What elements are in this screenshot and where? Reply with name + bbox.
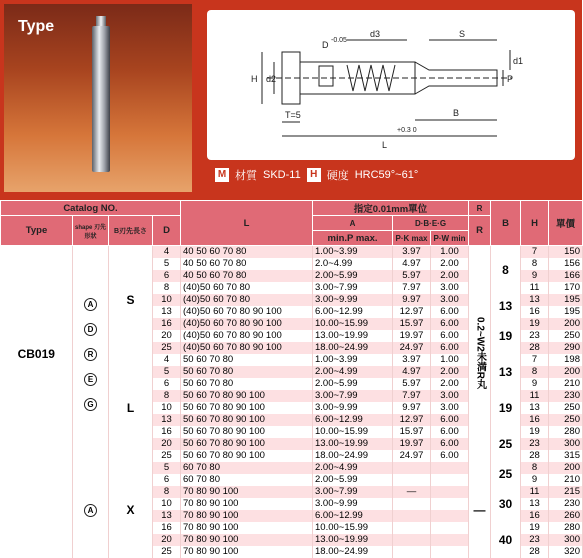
cell-price: 300 [549,438,583,450]
cell-pw [431,510,469,522]
cell-pw: 3.00 [431,282,469,294]
cell-h: 8 [521,462,549,474]
cell-p: 18.00~24.99 [313,546,393,558]
cell-d: 4 [153,354,181,366]
cell-p: 2.00~4.99 [313,366,393,378]
header-min-p: min.P max. [313,231,393,246]
table-body [1,246,583,558]
cell-l: 40 50 60 70 80 [181,246,313,259]
cell-price: 290 [549,342,583,354]
cell-p: 3.00~7.99 [313,390,393,402]
cell-pk: 9.97 [393,402,431,414]
cell-pw [431,534,469,546]
cell-price: 170 [549,282,583,294]
cell-h: 23 [521,438,549,450]
type-cell-empty [1,462,73,558]
cell-d: 16 [153,318,181,330]
cell-price: 300 [549,534,583,546]
cell-price: 280 [549,522,583,534]
cell-l: (40)50 60 70 80 90 100 [181,318,313,330]
cell-h: 23 [521,534,549,546]
cell-pk: 19.97 [393,330,431,342]
cell-p: 3.00~9.99 [313,498,393,510]
cell-pk: — [393,486,431,498]
shape-circle: E [84,373,97,386]
cell-pw [431,462,469,474]
cell-price: 230 [549,498,583,510]
header-pw: P·W min [431,231,469,246]
cell-pw: 6.00 [431,414,469,426]
cell-p: 2.00~5.99 [313,378,393,390]
cell-pk [393,534,431,546]
cell-pk: 9.97 [393,294,431,306]
cell-price: 200 [549,318,583,330]
cell-h: 13 [521,294,549,306]
b-shape-cell: L [109,354,153,462]
cell-h: 16 [521,306,549,318]
cell-h: 11 [521,282,549,294]
cell-l: 60 70 80 [181,474,313,486]
header-banner [0,0,582,200]
r-note-cell-empty: — [469,462,491,558]
cell-h: 23 [521,330,549,342]
cell-pk: 4.97 [393,258,431,270]
header-spec-unit: 指定0.01mm單位 [313,201,469,216]
cell-price: 166 [549,270,583,282]
header-r: R [469,216,491,246]
type-label: Type [18,18,54,36]
header-b: B [491,201,521,246]
cell-p: 10.00~15.99 [313,318,393,330]
cell-l: 50 60 70 80 90 100 [181,438,313,450]
h-box: H [307,168,321,182]
cell-p: 2.0~4.99 [313,258,393,270]
label-l-tol: +0.3 0 [397,127,417,134]
cell-p: 2.00~5.99 [313,474,393,486]
cell-h: 8 [521,258,549,270]
cell-d: 13 [153,414,181,426]
cell-h: 11 [521,486,549,498]
cell-p: 2.00~4.99 [313,462,393,474]
cell-p: 3.00~7.99 [313,282,393,294]
cell-pk: 7.97 [393,390,431,402]
header-h: H [521,201,549,246]
cell-h: 7 [521,246,549,259]
cell-pw: 6.00 [431,330,469,342]
cell-p: 3.00~9.99 [313,294,393,306]
shape-circle: A [84,298,97,311]
cell-pk: 12.97 [393,306,431,318]
cell-p: 13.00~19.99 [313,330,393,342]
cell-pw: 3.00 [431,402,469,414]
label-d: D [322,40,329,50]
cell-pw: 6.00 [431,342,469,354]
cell-price: 215 [549,486,583,498]
cell-pw: 2.00 [431,258,469,270]
table-row [1,246,583,259]
cell-pk: 5.97 [393,270,431,282]
cell-d: 10 [153,294,181,306]
cell-l: 70 80 90 100 [181,546,313,558]
shape-cell-2 [73,462,109,558]
label-s: S [459,29,465,39]
shape-cell-1 [73,246,109,463]
label-d-tol: -0.05 [331,37,347,44]
cell-d: 10 [153,498,181,510]
header-type: Type [1,216,73,246]
material-label: 材質 [235,167,257,183]
cell-h: 28 [521,342,549,354]
cell-p: 3.00~7.99 [313,486,393,498]
cell-d: 16 [153,426,181,438]
cell-p: 10.00~15.99 [313,426,393,438]
cell-pk [393,474,431,486]
cell-h: 16 [521,414,549,426]
inner-slot [319,66,333,86]
cell-p: 13.00~19.99 [313,438,393,450]
cell-l: 40 50 60 70 80 [181,258,313,270]
cell-pw: 3.00 [431,294,469,306]
cell-d: 6 [153,474,181,486]
catalog-table-wrap [0,200,582,524]
label-h: H [251,74,258,84]
cell-p: 13.00~19.99 [313,534,393,546]
cell-l: 50 60 70 80 90 100 [181,414,313,426]
cell-l: 50 60 70 80 [181,378,313,390]
cell-l: 50 60 70 80 90 100 [181,426,313,438]
cell-pk [393,510,431,522]
cell-l: (40)50 60 70 80 [181,294,313,306]
header-catalog: Catalog NO. [1,201,181,216]
cell-pw: 3.00 [431,390,469,402]
header-l: L [181,201,313,246]
cell-pk: 24.97 [393,342,431,354]
cell-price: 250 [549,402,583,414]
cell-pk [393,522,431,534]
header-a-circ: A [313,216,393,231]
cell-l: (40)50 60 70 80 90 100 [181,306,313,318]
cell-pk: 7.97 [393,282,431,294]
cell-p: 1.00~3.99 [313,246,393,259]
cell-l: 50 60 70 80 90 100 [181,450,313,462]
cell-p: 1.00~3.99 [313,354,393,366]
header-b-shape: B刃先長さ [109,216,153,246]
cell-d: 13 [153,306,181,318]
cell-h: 9 [521,378,549,390]
header-shape: shape 刃先形狀 [73,216,109,246]
spec-line [215,167,418,183]
cell-h: 7 [521,354,549,366]
cell-h: 13 [521,402,549,414]
cell-b: 13 [491,294,521,318]
product-photo [4,4,192,192]
cell-d: 6 [153,270,181,282]
cell-pk: 12.97 [393,414,431,426]
cell-price: 200 [549,366,583,378]
cell-l: 70 80 90 100 [181,498,313,510]
cell-l: (40)50 60 70 80 [181,282,313,294]
cell-price: 320 [549,546,583,558]
cell-l: 70 80 90 100 [181,510,313,522]
cell-price: 210 [549,474,583,486]
cell-d: 25 [153,342,181,354]
cell-d: 8 [153,486,181,498]
cell-pw: 2.00 [431,366,469,378]
cell-pk: 3.97 [393,354,431,366]
cell-pk [393,498,431,510]
cell-h: 16 [521,510,549,522]
cell-d: 20 [153,438,181,450]
cell-d: 20 [153,330,181,342]
drawing-svg [207,10,575,160]
cell-price: 230 [549,390,583,402]
header-r-circ: R [469,201,491,216]
cell-p: 2.00~5.99 [313,270,393,282]
cell-p: 6.00~12.99 [313,306,393,318]
header-price: 單價 [549,201,583,246]
cell-pw [431,546,469,558]
cell-price: 195 [549,294,583,306]
cell-price: 150 [549,246,583,259]
cell-d: 20 [153,534,181,546]
cell-price: 250 [549,330,583,342]
cell-d: 5 [153,462,181,474]
cell-pw: 6.00 [431,450,469,462]
cell-b: 25 [491,462,521,486]
cell-pk [393,462,431,474]
cell-p: 10.00~15.99 [313,522,393,534]
pin-graphic [92,26,110,172]
cell-pw: 6.00 [431,306,469,318]
cell-pw: 6.00 [431,438,469,450]
cell-h: 11 [521,390,549,402]
shape-circle: D [84,323,97,336]
cell-b: 25 [491,426,521,462]
cell-pk: 19.97 [393,438,431,450]
cell-b: 19 [491,318,521,354]
cell-h: 9 [521,270,549,282]
label-t: T=5 [285,110,301,120]
header-pk: P·K max [393,231,431,246]
cell-l: 60 70 80 [181,462,313,474]
cell-p: 6.00~12.99 [313,510,393,522]
cell-pk: 15.97 [393,318,431,330]
cell-d: 8 [153,390,181,402]
cell-d: 16 [153,522,181,534]
cell-pw [431,498,469,510]
cell-price: 280 [549,426,583,438]
cell-pk [393,546,431,558]
header-d: D [153,216,181,246]
cell-l: 50 60 70 80 90 100 [181,402,313,414]
cell-d: 25 [153,546,181,558]
table-row [1,462,583,474]
cell-h: 9 [521,474,549,486]
cell-p: 18.00~24.99 [313,342,393,354]
cell-pw: 6.00 [431,318,469,330]
label-b: B [453,108,459,118]
hardness-label: 硬度 [327,167,349,183]
cell-d: 13 [153,510,181,522]
label-l: L [382,140,387,150]
cell-price: 250 [549,414,583,426]
label-d1: d1 [513,56,523,66]
cell-pk: 15.97 [393,426,431,438]
technical-drawing [207,10,575,160]
catalog-table [0,200,583,558]
cell-p: 18.00~24.99 [313,450,393,462]
cell-d: 10 [153,402,181,414]
cell-pw [431,486,469,498]
cell-l: 70 80 90 100 [181,534,313,546]
cell-l: (40)50 60 70 80 90 100 [181,330,313,342]
cell-price: 315 [549,450,583,462]
r-note-cell [469,246,491,463]
cell-d: 5 [153,366,181,378]
cell-b: 19 [491,390,521,426]
shape-circle: R [84,348,97,361]
cell-b: 13 [491,354,521,390]
shape-circle: A [84,504,97,517]
cell-pw: 2.00 [431,270,469,282]
cell-h: 28 [521,546,549,558]
cell-pk: 3.97 [393,246,431,259]
cell-pw: 1.00 [431,354,469,366]
cell-b: 8 [491,246,521,295]
b-shape-cell: X [109,462,153,558]
r-note: 0.2~W2未満R丸 [474,317,486,389]
cell-pw: 6.00 [431,426,469,438]
cell-d: 6 [153,378,181,390]
header-ddb: D·B·E·G [393,216,469,231]
cell-pw: 1.00 [431,246,469,259]
label-d3: d3 [370,29,380,39]
cell-l: 70 80 90 100 [181,522,313,534]
cell-d: 25 [153,450,181,462]
cell-h: 8 [521,366,549,378]
cell-l: 40 50 60 70 80 [181,270,313,282]
shape-circle: G [84,398,97,411]
cell-pw [431,522,469,534]
cell-d: 4 [153,246,181,259]
cell-pk: 5.97 [393,378,431,390]
cell-h: 19 [521,318,549,330]
cell-price: 198 [549,354,583,366]
cell-d: 5 [153,258,181,270]
cell-price: 156 [549,258,583,270]
cell-l: 70 80 90 100 [181,486,313,498]
cell-pk: 4.97 [393,366,431,378]
cell-b: 30 [491,486,521,522]
cell-pw: 2.00 [431,378,469,390]
cell-price: 260 [549,510,583,522]
label-d2: d2 [266,74,276,84]
cell-price: 200 [549,462,583,474]
cell-l: 50 60 70 80 90 100 [181,390,313,402]
cell-p: 6.00~12.99 [313,414,393,426]
cell-l: 50 60 70 80 [181,366,313,378]
cell-d: 8 [153,282,181,294]
b-shape-cell: S [109,246,153,355]
type-cell: CB019 [1,246,73,463]
cell-pk: 24.97 [393,450,431,462]
hardness-value: HRC59°~61° [355,169,419,181]
cell-h: 19 [521,522,549,534]
cell-h: 19 [521,426,549,438]
cell-h: 28 [521,450,549,462]
cell-b: 40 [491,522,521,558]
cell-pw [431,474,469,486]
cell-p: 3.00~9.99 [313,402,393,414]
cell-h: 13 [521,498,549,510]
material-value: SKD-11 [263,169,301,181]
label-p: P [507,74,513,84]
cell-price: 195 [549,306,583,318]
cell-price: 210 [549,378,583,390]
cell-l: (40)50 60 70 80 90 100 [181,342,313,354]
cell-l: 50 60 70 80 [181,354,313,366]
m-box: M [215,168,229,182]
